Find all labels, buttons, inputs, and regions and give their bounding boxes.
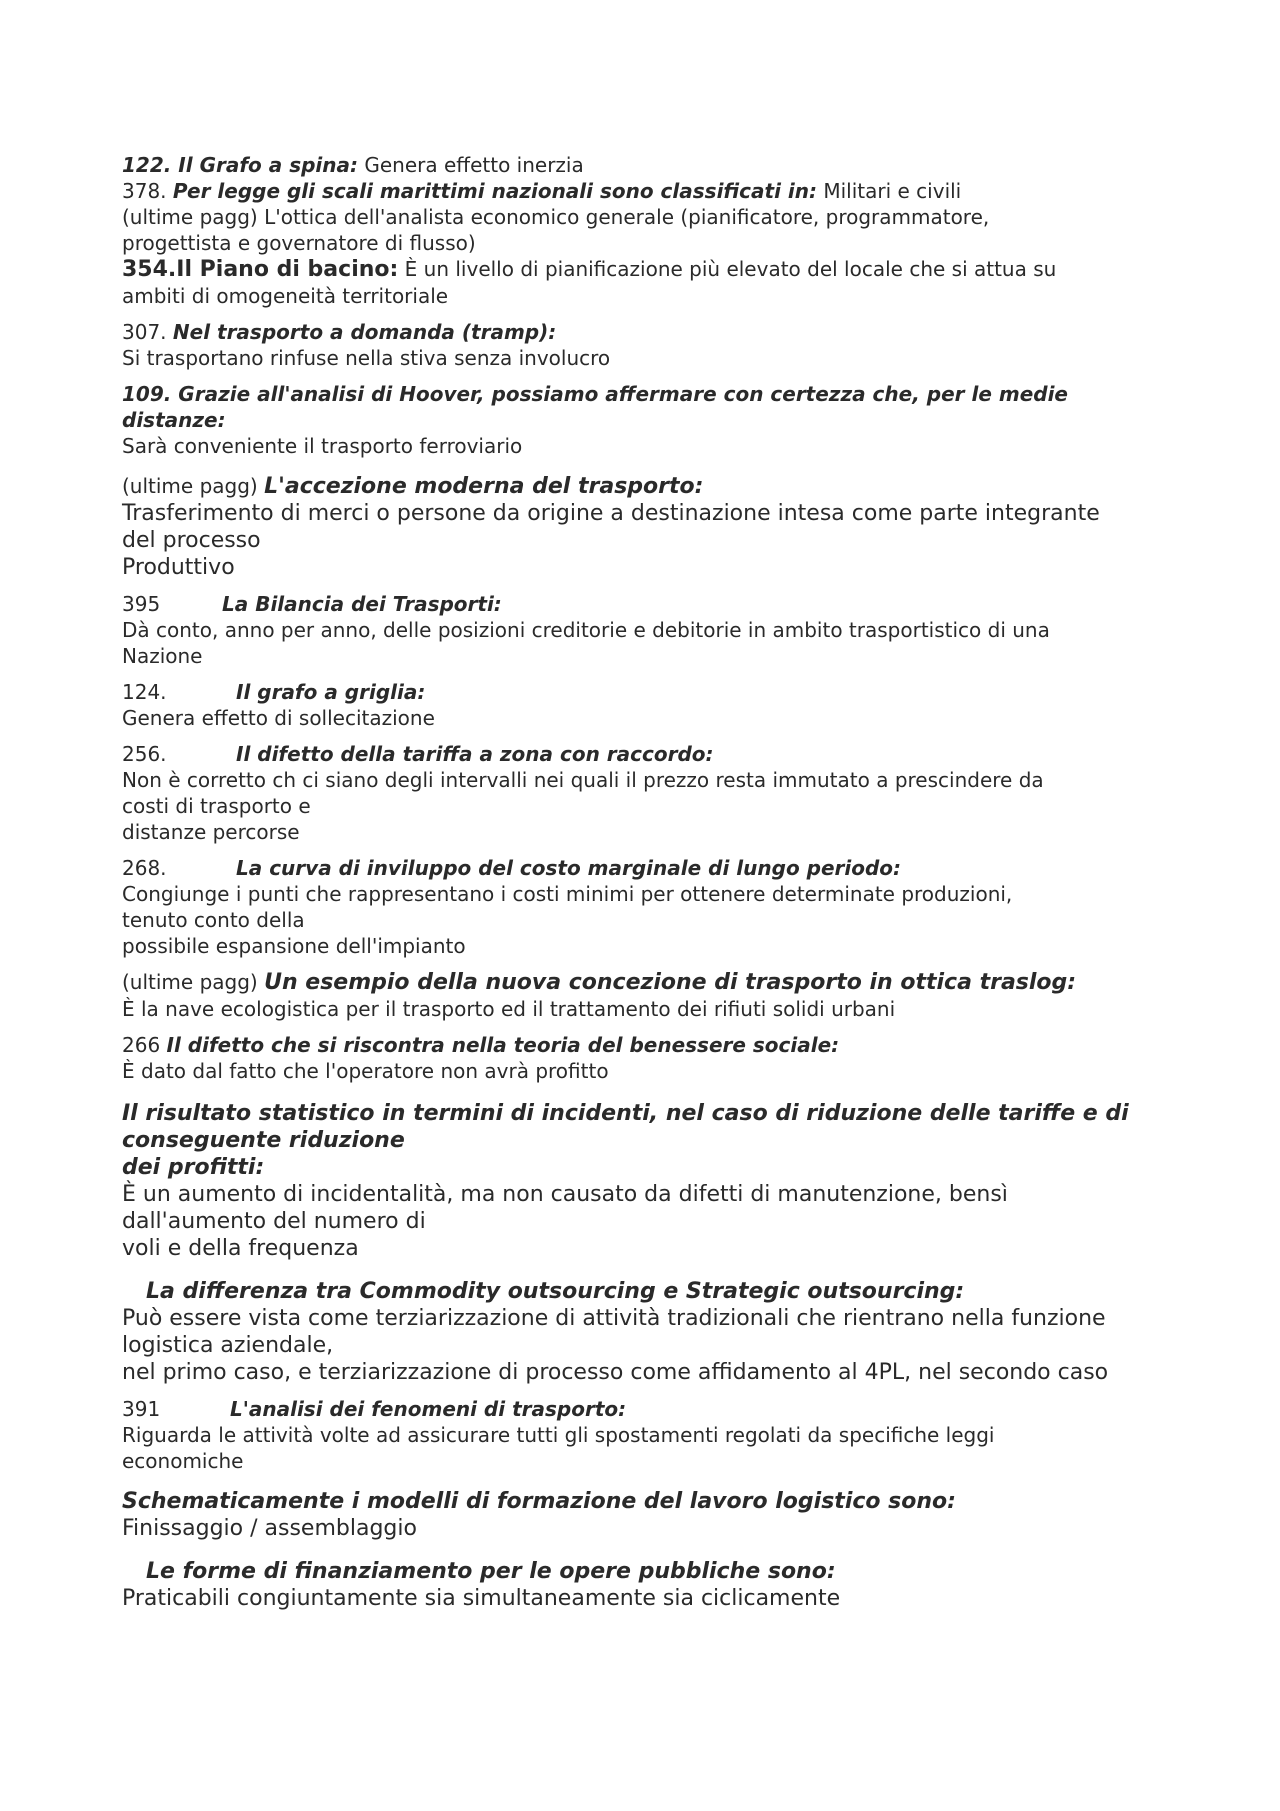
question-text: Nel trasporto a domanda (tramp):	[172, 320, 557, 344]
qa-entry	[122, 319, 1202, 371]
question-number: 307.	[122, 320, 173, 344]
answer-text: distanze percorse	[122, 820, 300, 844]
question-number: 391	[122, 1397, 161, 1421]
qa-entry	[122, 381, 1202, 459]
answer-text: Genera effetto di sollecitazione	[122, 706, 435, 730]
answer-text: È un aumento di incidentalità, ma non causato da difetti di manutenzione, bensì	[122, 1182, 1008, 1207]
answer-text: Produttivo	[122, 555, 235, 580]
answer-text: È dato dal fatto che l'operatore non avrà profitto	[122, 1059, 609, 1083]
question-number: 378.	[122, 179, 173, 203]
question-text: dei profitti:	[122, 1155, 265, 1180]
answer-text: Dà conto, anno per anno, delle posizioni creditorie e debitorie in ambito trasportistico di una	[122, 618, 1050, 642]
answer-text: del processo	[122, 528, 261, 553]
question-number: (ultime pagg)	[122, 474, 265, 498]
qa-entry	[122, 969, 1202, 1022]
question-text: conseguente riduzione	[122, 1128, 405, 1153]
question-text: Le forme di finanziamento per le opere pubbliche sono:	[146, 1559, 836, 1584]
answer-text: È un livello di pianificazione più elevato del locale che si attua su	[398, 257, 1057, 281]
answer-text: Riguarda le attività volte ad assicurare tutti gli spostamenti regolati da specifiche leggi	[122, 1423, 995, 1447]
question-text: L'accezione moderna del trasporto:	[264, 474, 704, 499]
qa-entry	[122, 1558, 1202, 1612]
qa-entry	[122, 741, 1202, 845]
question-number: 256.	[122, 742, 167, 766]
question-text: La differenza tra Commodity outsourcing e Strategic outsourcing:	[146, 1279, 965, 1304]
qa-entry	[122, 473, 1202, 581]
qa-entry	[122, 204, 1202, 256]
question-number: (ultime pagg)	[122, 970, 265, 994]
answer-text: Non è corretto ch ci siano degli intervalli nei quali il prezzo resta immutato a prescindere da	[122, 768, 1044, 792]
question-text: La Bilancia dei Trasporti:	[222, 592, 502, 616]
answer-text: Nazione	[122, 644, 203, 668]
qa-entry	[122, 152, 1202, 178]
answer-text: logistica aziendale,	[122, 1333, 334, 1358]
question-text: 109. Grazie all'analisi di Hoover, possiamo affermare con certezza che, per le medie	[122, 382, 1068, 406]
answer-text: Militari e civili	[817, 179, 962, 203]
answer-text: Sarà conveniente il trasporto ferroviario	[122, 434, 523, 458]
answer-text: nel primo caso, e terziarizzazione di processo come affidamento al 4PL, nel secondo caso	[122, 1360, 1109, 1385]
document-page	[122, 152, 1202, 1612]
answer-text: Congiunge i punti che rappresentano i costi minimi per ottenere determinate produzioni,	[122, 882, 1013, 906]
question-number: 266	[122, 1033, 167, 1057]
answer-text: possibile espansione dell'impianto	[122, 934, 466, 958]
question-number: 395	[122, 592, 161, 616]
qa-entry	[122, 679, 1202, 731]
answer-text: Praticabili congiuntamente sia simultaneamente sia ciclicamente	[122, 1586, 841, 1611]
qa-entry	[122, 1032, 1202, 1084]
question-number: 268.	[122, 856, 167, 880]
question-text: 122. Il Grafo a spina:	[122, 153, 359, 177]
qa-entry	[122, 1396, 1202, 1474]
qa-entry	[122, 1488, 1202, 1542]
question-text: La curva di inviluppo del costo marginale di lungo periodo:	[236, 856, 902, 880]
qa-entry	[122, 1100, 1202, 1262]
qa-entry	[122, 256, 1202, 309]
answer-text: costi di trasporto e	[122, 794, 311, 818]
question-text: Il grafo a griglia:	[236, 680, 426, 704]
question-text: Un esempio della nuova concezione di trasporto in ottica traslog:	[264, 970, 1077, 995]
text-line: progettista e governatore di flusso)	[122, 231, 476, 255]
answer-text: tenuto conto della	[122, 908, 305, 932]
question-text: Schematicamente i modelli di formazione del lavoro logistico sono:	[122, 1489, 956, 1514]
answer-text: dall'aumento del numero di	[122, 1209, 426, 1234]
question-text: 354.Il Piano di bacino:	[122, 257, 399, 282]
answer-text: Si trasportano rinfuse nella stiva senza involucro	[122, 346, 611, 370]
qa-entry	[122, 1278, 1202, 1386]
answer-text: Trasferimento di merci o persone da origine a destinazione intesa come parte integrante	[122, 501, 1100, 526]
question-text: distanze:	[122, 408, 226, 432]
question-number: 124.	[122, 680, 167, 704]
question-text: Il difetto della tariffa a zona con raccordo:	[236, 742, 714, 766]
question-text: L'analisi dei fenomeni di trasporto:	[230, 1397, 627, 1421]
question-text: Per legge gli scali marittimi nazionali sono classificati in:	[172, 179, 817, 203]
question-text: Il difetto che si riscontra nella teoria del benessere sociale:	[166, 1033, 840, 1057]
text-line: (ultime pagg) L'ottica dell'analista economico generale (pianificatore, programmatore,	[122, 205, 990, 229]
answer-text: Genera effetto inerzia	[358, 153, 584, 177]
answer-text: Può essere vista come terziarizzazione di attività tradizionali che rientrano nella funzione	[122, 1306, 1106, 1331]
qa-entry	[122, 855, 1202, 959]
answer-text: ambiti di omogeneità territoriale	[122, 284, 449, 308]
qa-entry	[122, 178, 1202, 204]
answer-text: È la nave ecologistica per il trasporto ed il trattamento dei rifiuti solidi urbani	[122, 997, 896, 1021]
answer-text: economiche	[122, 1449, 244, 1473]
question-text: Il risultato statistico in termini di incidenti, nel caso di riduzione delle tariffe e di	[122, 1101, 1129, 1126]
qa-entry	[122, 591, 1202, 669]
answer-text: Finissaggio / assemblaggio	[122, 1516, 417, 1541]
answer-text: voli e della frequenza	[122, 1236, 359, 1261]
